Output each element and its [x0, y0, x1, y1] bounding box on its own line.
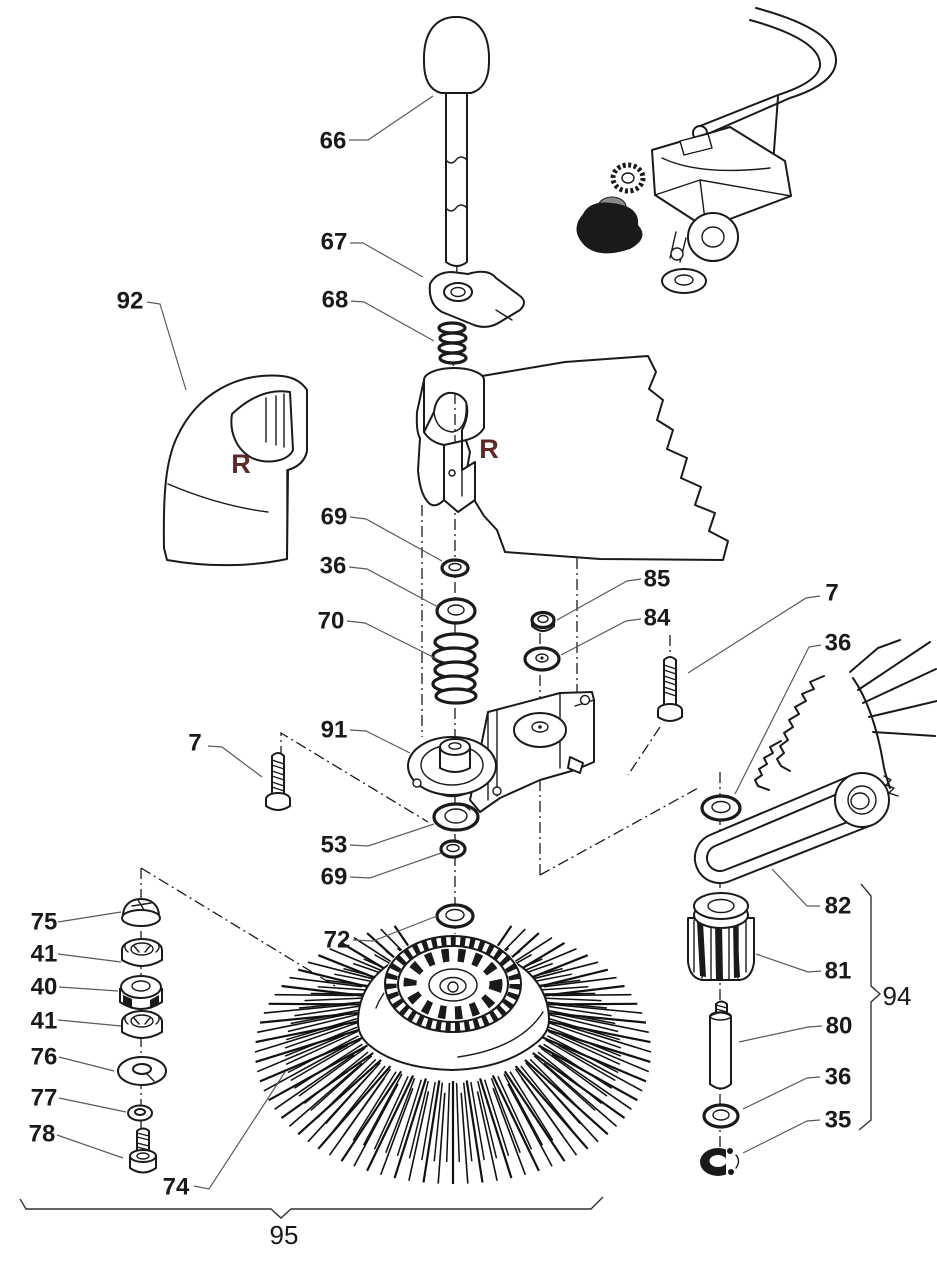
washer-53: [434, 804, 478, 830]
cover-r-marking: R: [231, 449, 251, 479]
callout-7-left: 7: [188, 729, 202, 757]
callout-41-bottom: 41: [30, 1007, 58, 1035]
washer-76: [118, 1057, 166, 1085]
callout-92: 92: [116, 287, 144, 315]
washer-72: [437, 905, 473, 927]
callout-76: 76: [30, 1043, 58, 1071]
washer-69-upper: [442, 560, 468, 576]
callout-69-lower: 69: [320, 863, 348, 891]
callout-77: 77: [30, 1084, 58, 1112]
pulley: [835, 773, 889, 827]
bearing-race-41-top: [122, 939, 162, 966]
washer-84: [525, 648, 559, 670]
brush-74: [255, 926, 651, 1184]
callout-82: 82: [824, 892, 852, 920]
callout-72: 72: [323, 926, 351, 954]
callout-36-upper: 36: [319, 552, 347, 580]
shift-plate-67: [430, 272, 524, 327]
machine-thumbnail: [576, 8, 836, 293]
screw-7-left: [266, 753, 290, 810]
bracket-95: [20, 1197, 603, 1250]
screw-78: [130, 1129, 156, 1173]
nut-85: [532, 613, 554, 632]
washer-36-upper: [437, 599, 475, 623]
callout-53: 53: [320, 831, 348, 859]
washer-36-right: [702, 796, 740, 820]
callout-74: 74: [162, 1173, 190, 1201]
pin-80: [710, 1002, 731, 1089]
callout-41-top: 41: [30, 940, 58, 968]
callout-40: 40: [30, 973, 58, 1001]
callout-70: 70: [317, 607, 345, 635]
bracket-94: [859, 884, 911, 1130]
push-cap-75: [122, 899, 160, 926]
callout-36-bottom: 36: [824, 1063, 852, 1091]
callout-91: 91: [320, 716, 348, 744]
washer-77: [128, 1106, 152, 1121]
callout-85: 85: [643, 565, 671, 593]
callout-36-right: 36: [824, 629, 852, 657]
chassis-panel: [463, 356, 728, 560]
bearing-40: [120, 976, 162, 1009]
washer-36-bottom: [704, 1105, 738, 1127]
washer-69-lower: [441, 841, 465, 857]
callout-66: 66: [319, 127, 347, 155]
brush-hub-gear: [383, 934, 523, 1034]
gear-housing-91: [408, 692, 594, 812]
callout-80: 80: [825, 1012, 853, 1040]
roller-gear-81: [688, 893, 754, 980]
cover-92: [164, 376, 307, 566]
screw-7-right: [658, 657, 682, 721]
bracket-95-label: 95: [269, 1220, 299, 1250]
callout-84: 84: [643, 604, 671, 632]
callout-81: 81: [824, 957, 852, 985]
e-clip-35: [700, 1148, 744, 1176]
callout-75: 75: [30, 908, 58, 936]
bracket-94-label: 94: [882, 981, 912, 1011]
knob-rod-66: [424, 17, 489, 266]
callout-67: 67: [320, 228, 348, 256]
socket-r-marking: R: [479, 434, 499, 464]
callout-68: 68: [321, 286, 349, 314]
callout-69-upper: 69: [320, 503, 348, 531]
spring-68: [439, 323, 466, 363]
callout-78: 78: [28, 1120, 56, 1148]
callout-35: 35: [824, 1106, 852, 1134]
callout-7-right: 7: [825, 579, 839, 607]
spring-70: [433, 634, 477, 703]
drive-gear-partial: [755, 640, 937, 796]
bearing-race-41-bottom: [122, 1011, 162, 1038]
